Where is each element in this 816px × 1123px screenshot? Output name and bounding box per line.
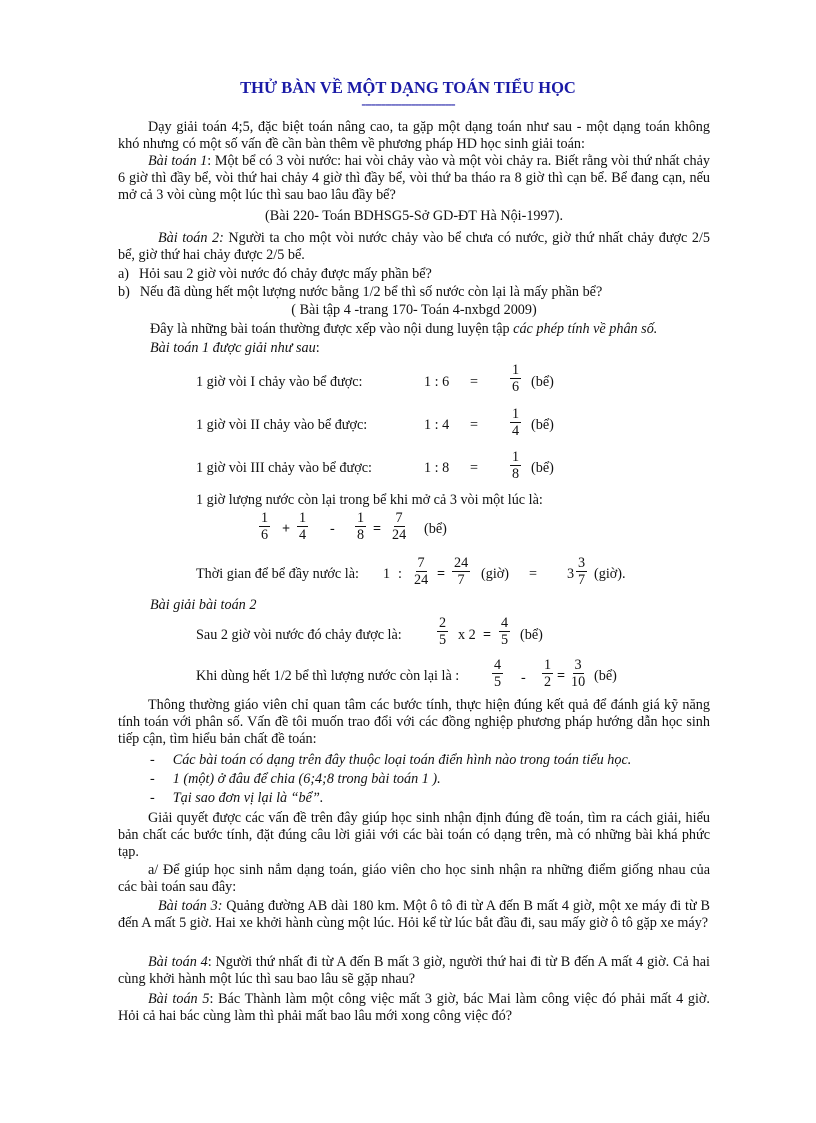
row3-calc: 1 : 8 xyxy=(424,460,450,476)
s2-l2-result-numerator: 3 xyxy=(574,657,582,673)
item-a-marker: a) xyxy=(118,266,130,282)
time-a-denominator: 24 xyxy=(414,572,429,588)
time-c-denominator: 7 xyxy=(578,572,586,588)
row3-fraction xyxy=(510,449,521,482)
problem-3-text: Quảng đường AB dài 180 km. Một ô tô đi từ A đến B mất 4 giờ, một xe máy đi từ B đến A mất 5 giờ. Hai xe khởi hành cùng một lúc. Hỏi kể từ lúc bắt đầu đi, sau mấy giờ ô tô gặp xe máy? xyxy=(118,898,711,931)
problem-5-text: : Bác Thành làm một công việc mất 3 giờ, bác Mai làm công việc đó phải mất 4 giờ. Hỏi cả hai bác cùng làm thì phải mất bao lâu mới xong công việc đó? xyxy=(118,991,710,1024)
sum-c-denominator: 8 xyxy=(357,527,365,543)
time-b-numerator: 24 xyxy=(454,555,469,571)
problem-5-label: Bài toán 5 xyxy=(148,991,210,1007)
s2-line1-times: x 2 xyxy=(458,627,476,643)
sum-fraction-a xyxy=(259,510,270,543)
resolve-paragraph: Giải quyết được các vấn đề trên đây giúp học sinh nhận định đúng đề toán, tìm ra cách giải, hiểu bản chất các bước tính, đặt đúng câu lời giải với các bài toán có dạng trên, mà có những bài khá phức tạp. xyxy=(118,810,710,860)
s2-l1-a-numerator: 2 xyxy=(439,615,447,631)
s2-l2-b-denominator: 2 xyxy=(544,674,552,690)
time-fraction-c xyxy=(576,555,587,588)
sum-a-numerator: 1 xyxy=(261,510,269,526)
s2-line2-minus: - xyxy=(521,670,526,686)
row2-calc: 1 : 4 xyxy=(424,417,450,433)
row3-unit: (bể) xyxy=(531,460,554,476)
context-italic: các phép tính về phân số. xyxy=(513,321,658,337)
s2-l1-result-numerator: 4 xyxy=(501,615,509,631)
page-title: THỬ BÀN VỀ MỘT DẠNG TOÁN TIỂU HỌC xyxy=(240,78,576,97)
problem-2-item-b xyxy=(118,284,602,301)
s2-line1-result xyxy=(499,615,510,648)
sum-plus: + xyxy=(282,521,291,537)
problem-3-label: Bài toán 3: xyxy=(158,898,223,914)
sum-fraction-b xyxy=(297,510,308,543)
problem-4-text: : Người thứ nhất đi từ A đến B mất 3 giờ, người thứ hai đi từ B đến A mất 4 giờ. Cả hai cùng khởi hành một lúc thì sau bao lâu sẽ gặp nhau? xyxy=(118,954,710,987)
context-line xyxy=(150,321,657,338)
time-label: Thời gian để bể đầy nước là: xyxy=(196,566,359,582)
s2-line2-unit: (bể) xyxy=(594,668,617,684)
time-whole: 3 xyxy=(567,566,575,582)
time-c-numerator: 3 xyxy=(578,555,586,571)
sum-a-denominator: 6 xyxy=(261,527,269,543)
time-unit-2: (giờ). xyxy=(594,566,626,582)
row1-calc: 1 : 6 xyxy=(424,374,450,390)
sum-c-numerator: 1 xyxy=(357,510,365,526)
context-text: Đây là những bài toán thường được xếp vào nội dung luyện tập xyxy=(150,321,514,337)
intro-paragraph: Dạy giải toán 4;5, đặc biệt toán nâng cao, ta gặp một dạng toán như sau - một dạng toán không khó nhưng có một số vấn đề cần bàn thêm về phương pháp HD học sinh giải toán: xyxy=(118,119,710,152)
row3-label: 1 giờ vòi III chảy vào bể được: xyxy=(196,460,372,476)
solution-1-heading-text: Bài toán 1 được giải như sau xyxy=(150,340,316,356)
row2-label: 1 giờ vòi II chảy vào bể được: xyxy=(196,417,368,433)
row2-unit: (bể) xyxy=(531,417,554,433)
s2-l2-b-numerator: 1 xyxy=(544,657,552,673)
bullet-2-text: 1 (một) ở đâu để chia (6;4;8 trong bài toán 1 ). xyxy=(172,771,441,787)
part-a-paragraph: a/ Để giúp học sinh nắm dạng toán, giáo viên cho học sinh nhận ra những điểm giống nhau của các bài toán sau đây: xyxy=(118,862,710,895)
s2-l1-a-denominator: 5 xyxy=(439,632,447,648)
sum-result-fraction xyxy=(390,510,408,543)
solution-1-heading xyxy=(150,340,320,357)
solution-2-heading: Bài giải bài toán 2 xyxy=(150,597,257,613)
row1-unit: (bể) xyxy=(531,374,554,390)
sum-equals: = xyxy=(373,521,382,537)
problem-2-source: ( Bài tập 4 -trang 170- Toán 4-nxbgd 2009) xyxy=(291,302,537,318)
problem-2-label: Bài toán 2: xyxy=(158,230,224,246)
s2-l2-result-denominator: 10 xyxy=(571,674,586,690)
s2-line1-unit: (bể) xyxy=(520,627,543,643)
time-colon: : xyxy=(398,566,402,582)
solution-1-heading-colon: : xyxy=(315,340,320,356)
bullet-3 xyxy=(150,790,323,807)
bullet-1-text: Các bài toán có dạng trên đây thuộc loại toán điển hình nào trong toán tiểu học. xyxy=(172,752,632,768)
sum-fraction-c xyxy=(355,510,366,543)
row3-denominator: 8 xyxy=(512,466,520,482)
remaining-label: 1 giờ lượng nước còn lại trong bể khi mở cả 3 vòi một lúc là: xyxy=(196,492,543,508)
item-b-marker: b) xyxy=(118,284,130,300)
bullet-2 xyxy=(150,771,441,788)
sum-minus: - xyxy=(330,521,335,537)
problem-1-text: : Một bể có 3 vòi nước: hai vòi chảy vào và một vòi chảy ra. Biết rằng vòi thứ nhất chảy 6 giờ thì đầy bể, vòi thứ hai chảy 4 giờ thì đầy bể, vòi thứ ba tháo ra 8 giờ thì cạn bể. Bể đang cạn, nếu mở cả 3 vòi cùng một lúc thì sau bao lâu đầy bể? xyxy=(118,153,710,203)
s2-line2-result xyxy=(569,657,587,690)
row1-numerator: 1 xyxy=(512,362,520,378)
sum-result-denominator: 24 xyxy=(392,527,407,543)
time-b-denominator: 7 xyxy=(457,572,465,588)
time-unit-1: (giờ) xyxy=(481,566,509,582)
solution-2-line2-label: Khi dùng hết 1/2 bể thì lượng nước còn lại là : xyxy=(196,668,460,684)
item-a-text: Hỏi sau 2 giờ vòi nước đó chảy được mấy phần bể? xyxy=(139,266,432,282)
row2-equals: = xyxy=(470,417,479,433)
s2-l1-result-denominator: 5 xyxy=(501,632,509,648)
row1-denominator: 6 xyxy=(512,379,520,395)
problem-4-label: Bài toán 4 xyxy=(148,954,208,970)
solution-2-line1-label: Sau 2 giờ vòi nước đó chảy được là: xyxy=(196,627,402,643)
title-underline-rule: ---------------------------- xyxy=(361,96,455,111)
time-fraction-a xyxy=(412,555,430,588)
row1-label: 1 giờ vòi I chảy vào bể được: xyxy=(196,374,363,390)
row1-fraction xyxy=(510,362,521,395)
sum-unit: (bể) xyxy=(424,521,447,537)
time-a-numerator: 7 xyxy=(417,555,425,571)
s2-line2-fraction-a xyxy=(492,657,503,690)
problem-2-text: Người ta cho một vòi nước chảy vào bể chưa có nước, giờ thứ nhất chảy được 2/5 bể, giờ thứ hai chảy được 2/5 bể. xyxy=(118,230,710,263)
sum-result-numerator: 7 xyxy=(395,510,403,526)
bullet-1-marker: - xyxy=(150,752,155,768)
bullet-2-marker: - xyxy=(150,771,155,787)
s2-line1-equals: = xyxy=(483,627,492,643)
problem-3-paragraph xyxy=(118,898,710,932)
problem-1-paragraph xyxy=(118,153,710,204)
bullet-1 xyxy=(150,752,631,769)
s2-line2-fraction-b xyxy=(542,657,553,690)
row2-denominator: 4 xyxy=(512,423,520,439)
row3-equals: = xyxy=(470,460,479,476)
time-fraction-b xyxy=(452,555,470,588)
time-equals-1: = xyxy=(437,566,446,582)
row3-numerator: 1 xyxy=(512,449,520,465)
row1-equals: = xyxy=(470,374,479,390)
problem-1-source: (Bài 220- Toán BDHSG5-Sở GD-ĐT Hà Nội-1997). xyxy=(265,208,563,224)
problem-5-paragraph xyxy=(118,991,710,1025)
discussion-paragraph: Thông thường giáo viên chỉ quan tâm các bước tính, thực hiện đúng kết quả để đánh giá kỹ năng tính toán với phân số. Vấn đề tôi muốn trao đổi với các đồng nghiệp phương pháp hướng dẫn học sinh tiếp cận, tìm hiểu bản chất đề toán: xyxy=(118,697,710,747)
bullet-3-marker: - xyxy=(150,790,155,806)
row2-numerator: 1 xyxy=(512,406,520,422)
s2-l2-a-denominator: 5 xyxy=(494,674,502,690)
bullet-3-text: Tại sao đơn vị lại là “bể”. xyxy=(172,790,324,806)
s2-line1-fraction-a xyxy=(437,615,448,648)
s2-line2-equals: = xyxy=(557,668,566,684)
time-equals-2: = xyxy=(529,566,538,582)
sum-b-denominator: 4 xyxy=(299,527,307,543)
sum-b-numerator: 1 xyxy=(299,510,307,526)
s2-l2-a-numerator: 4 xyxy=(494,657,502,673)
item-b-text: Nếu đã dùng hết một lượng nước bằng 1/2 bể thì số nước còn lại là mấy phần bể? xyxy=(139,284,603,300)
problem-2-paragraph xyxy=(118,230,710,264)
problem-2-item-a xyxy=(118,266,432,283)
problem-1-label: Bài toán 1 xyxy=(148,153,208,169)
problem-4-paragraph xyxy=(118,954,710,988)
time-one: 1 xyxy=(383,566,391,582)
row2-fraction xyxy=(510,406,521,439)
